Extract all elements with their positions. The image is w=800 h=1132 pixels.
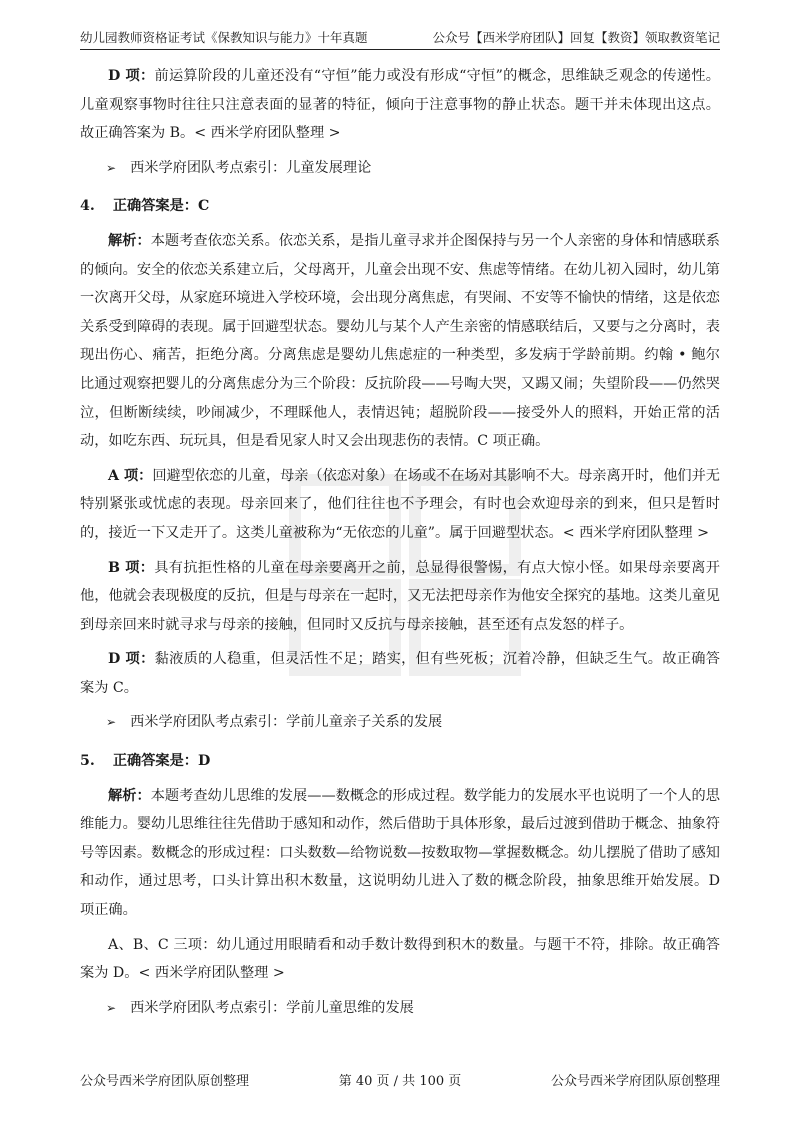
q4-option-b — [80, 554, 720, 640]
option-label: D 项： — [108, 651, 155, 668]
option-text: A、B、C 三项：幼儿通过用眼睛看和动手数计数得到积木的数量。与题干不符，排除。故正确答案为 D。< 西米学府团队整理 > — [80, 936, 720, 982]
answer-text: 正确答案是：D — [112, 753, 211, 770]
q5-options-abc — [80, 931, 720, 988]
footer-right-text: 公众号西米学府团队原创整理 — [550, 1074, 720, 1089]
page-footer — [80, 1070, 720, 1089]
question-5-heading — [80, 747, 720, 776]
analysis-label: 解析： — [108, 787, 151, 804]
q4-analysis — [80, 227, 720, 456]
option-label: D 项： — [108, 68, 155, 84]
topic-index — [80, 708, 720, 737]
arrow-bullet-icon: ➢ — [106, 160, 117, 175]
question-4-heading — [80, 192, 720, 221]
q5-analysis — [80, 782, 720, 925]
page-content — [80, 62, 720, 1032]
option-text: 具有抗拒性格的儿童在母亲要离开之前，总显得很警惕，有点大惊小怪。如果母亲要离开他，他就会表现极度的反抗，但是与母亲在一起时，又无法把母亲作为他安全探究的基地。这类儿童见到母亲回来时就寻求与母亲的接触，但同时又反抗与母亲接触，甚至还有点发怒的样子。 — [80, 559, 720, 633]
page-header — [80, 28, 720, 50]
analysis-label: 解析： — [108, 232, 151, 249]
header-left-text: 幼儿园教师资格证考试《保教知识与能力》十年真题 — [80, 30, 368, 45]
topic-index-text: 西米学府团队考点索引：儿童发展理论 — [130, 159, 372, 176]
prev-option-d — [80, 62, 720, 148]
header-right-text: 公众号【西米学府团队】回复【教资】领取教资笔记 — [432, 30, 720, 45]
question-number: 4. — [80, 198, 95, 215]
q4-option-a — [80, 462, 720, 548]
page-number: 第 40 页 / 共 100 页 — [338, 1074, 462, 1089]
topic-index-text: 西米学府团队考点索引：学前儿童思维的发展 — [130, 999, 414, 1016]
arrow-bullet-icon: ➢ — [106, 1000, 117, 1015]
option-label: A 项： — [108, 467, 153, 484]
option-label: B 项： — [108, 559, 155, 576]
topic-index — [80, 994, 720, 1023]
answer-text: 正确答案是：C — [112, 198, 210, 215]
q4-option-d — [80, 645, 720, 702]
option-text: 黏液质的人稳重，但灵活性不足；踏实，但有些死板；沉着冷静，但缺乏生气。故正确答案为 C。 — [80, 651, 720, 696]
analysis-text: 本题考查依恋关系。依恋关系，是指儿童寻求并企图保持与另一个人亲密的身体和情感联系的倾向。安全的依恋关系建立后，父母离开，儿童会出现不安、焦虑等情绪。在幼儿初入园时，幼儿第一次离开父母，从家庭环境进入学校环境，会出现分离焦虑，有哭闹、不安等不愉快的情绪，这是依恋关系受到障碍的表现。属于回避型状态。婴幼儿与某个人产生亲密的情感联结后，又要与之分离时，表现出伤心、痛苦，拒绝分离。分离焦虑是婴幼儿焦虑症的一种类型，多发病于学龄前期。约翰 • 鲍尔比通过观察把婴儿的分离焦虑分为三个阶段：反抗阶段——号啕大哭，又踢又闹；失望阶段——仍然哭泣，但断断续续，吵闹减少，不理睬他人，表情迟钝；超脱阶段——接受外人的照料，开始正常的活动，如吃东西、玩玩具，但是看见家人时又会出现悲伤的表情。C 项正确。 — [80, 232, 720, 450]
topic-index — [80, 154, 720, 183]
option-text: 回避型依恋的儿童，母亲（依恋对象）在场或不在场对其影响不大。母亲离开时，他们并无特别紧张或忧虑的表现。母亲回来了，他们往往也不予理会，有时也会欢迎母亲的到来，但只是暂时的，接近一下又走开了。这类儿童被称为“无依恋的儿童”。属于回避型状态。< 西米学府团队整理 > — [80, 467, 720, 541]
option-text: 前运算阶段的儿童还没有“守恒”能力或没有形成“守恒”的概念，思维缺乏观念的传递性。儿童观察事物时往往只注意表面的显著的特征，倾向于注意事物的静止状态。题干并未体现出这点。 故正确答案为 B。< 西米学府团队整理 > — [80, 68, 720, 142]
analysis-text: 本题考查幼儿思维的发展——数概念的形成过程。数学能力的发展水平也说明了一个人的思维能力。婴幼儿思维往往先借助于感知和动作，然后借助于具体形象，最后过渡到借助于概念、抽象符号等因素。数概念的形成过程：口头数数—给物说数—按数取物—掌握数概念。幼儿摆脱了借助了感知和动作，通过思考，口头计算出积木数量，这说明幼儿进入了数的概念阶段，抽象思维开始发展。D 项正确。 — [80, 787, 720, 919]
arrow-bullet-icon: ➢ — [106, 715, 117, 730]
question-number: 5. — [80, 753, 95, 770]
topic-index-text: 西米学府团队考点索引：学前儿童亲子关系的发展 — [130, 714, 443, 731]
footer-left-text: 公众号西米学府团队原创整理 — [80, 1074, 250, 1089]
